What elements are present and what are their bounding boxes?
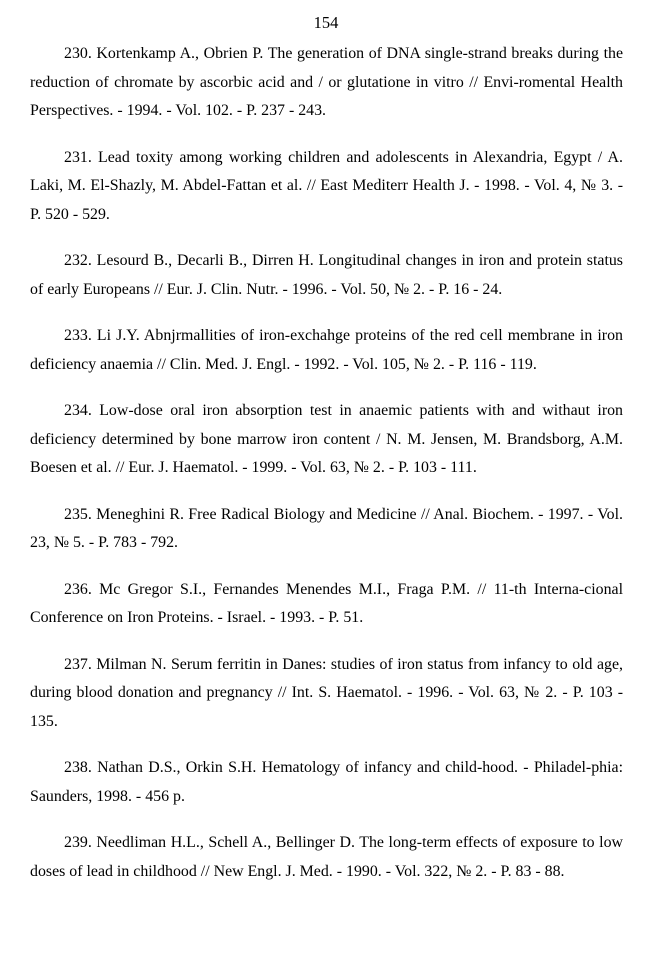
reference-item: 238. Nathan D.S., Orkin S.H. Hematology of infancy and child-hood. - Philadel-phia: Saunders, 1998. - 456 p. [30,759,623,805]
reference-item: 232. Lesourd B., Decarli B., Dirren H. Longitudinal changes in iron and protein status of early Europeans // Eur. J. Clin. Nutr. - 1996. - Vol. 50, № 2. - P. 16 - 24. [30,252,623,298]
reference-list [30,40,623,904]
reference-item: 235. Meneghini R. Free Radical Biology and Medicine // Anal. Biochem. - 1997. - Vol. 23, № 5. - P. 783 - 792. [30,505,623,551]
reference-item: 231. Lead toxity among working children and adolescents in Alexandria, Egypt / A. Laki, M. El-Shazly, M. Abdel-Fattan et al. // East Mediterr Health J. - 1998. - Vol. 4, № 3. - P. 520 - 529. [30,148,623,223]
page-number: 154 [313,13,339,32]
reference-item: 234. Low-dose oral iron absorption test in anaemic patients with and withaut iron deficiency determined by bone marrow iron content / N. M. Jensen, M. Brandsborg, A.M. Boesen et al. // Eur. J. Haematol. - 1999. - Vol. 63, № 2. - P. 103 - 111. [30,402,623,476]
reference-item: 239. Needliman H.L., Schell A., Bellinger D. The long-term effects of exposure to low doses of lead in childhood // New Engl. J. Med. - 1990. - Vol. 322, № 2. - P. 83 - 88. [30,834,623,880]
reference-item: 233. Li J.Y. Abnjrmallities of iron-exchahge proteins of the red cell membrane in iron deficiency anaemia // Clin. Med. J. Engl. - 1992. - Vol. 105, № 2. - P. 116 - 119. [30,327,623,373]
reference-item: 237. Milman N. Serum ferritin in Danes: studies of iron status from infancy to old age, during blood donation and pregnancy // Int. S. Haematol. - 1996. - Vol. 63, № 2. - P. 103 - 135. [30,655,623,730]
reference-item: 230. Kortenkamp A., Obrien P. The generation of DNA single-strand breaks during the reduction of chromate by ascorbic acid and / or glutatione in vitro // Envi-romental Health Perspectives. - 1994. - Vol. 102. - P. 237 - 243. [30,45,623,119]
reference-item: 236. Mc Gregor S.I., Fernandes Menendes M.I., Fraga P.M. // 11-th Interna-cional Conference on Iron Proteins. - Israel. - 1993. - P. 51. [30,580,623,626]
